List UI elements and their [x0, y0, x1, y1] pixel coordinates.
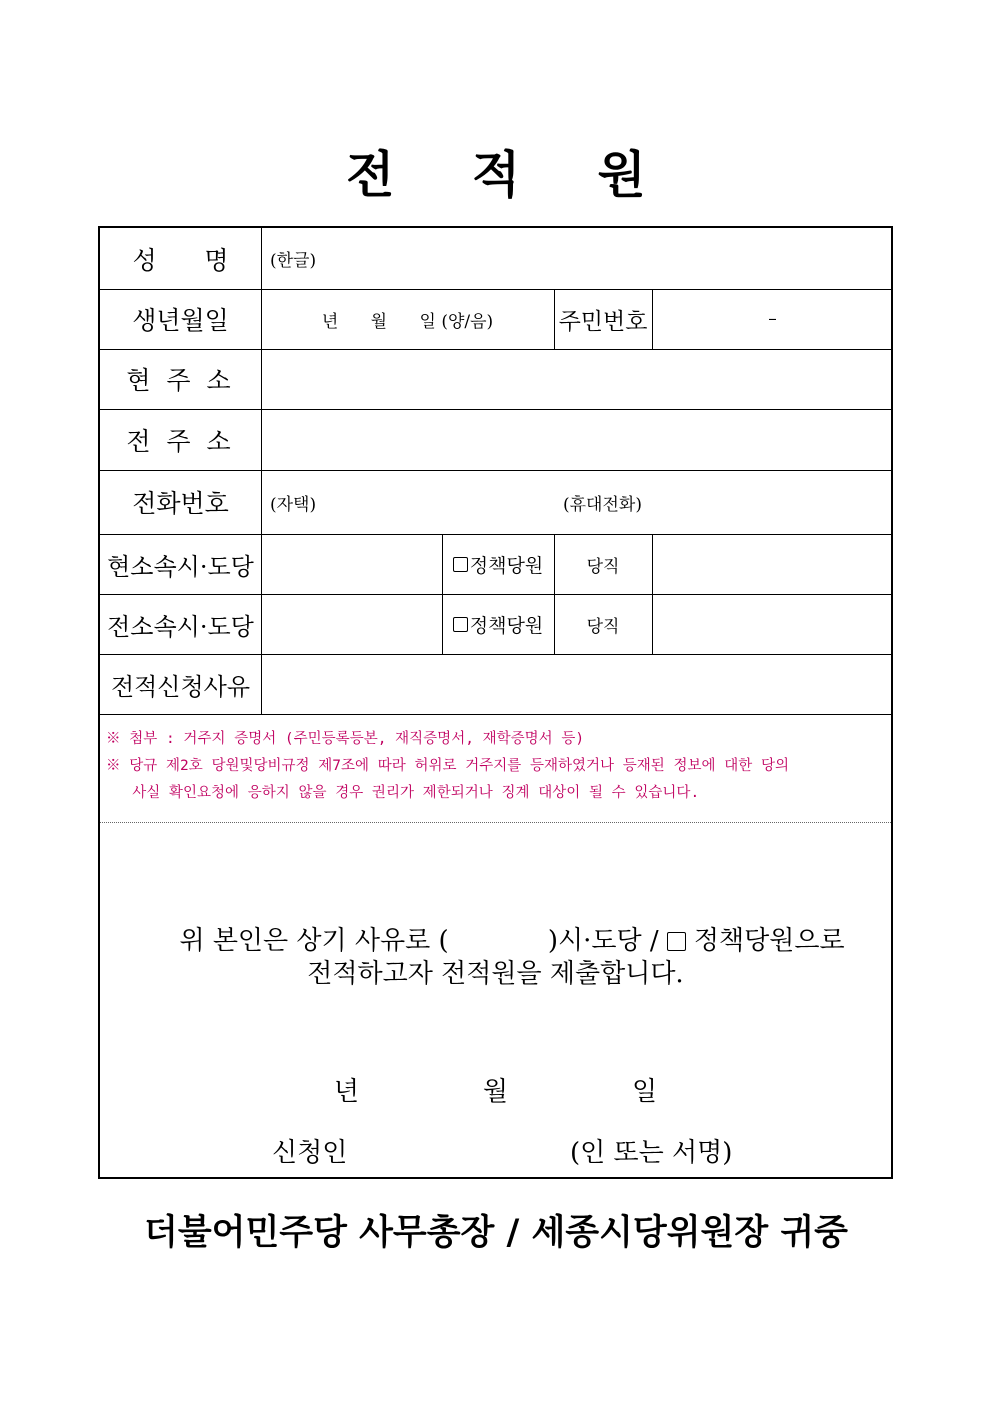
resident-number-field[interactable]: –: [768, 309, 777, 329]
policy-member-label: 정책당원: [469, 614, 544, 637]
statement-line-2: 전적하고자 전적원을 제출합니다.: [307, 959, 684, 989]
previous-party-role-label: 당직: [586, 616, 620, 637]
checkbox-icon: [453, 557, 468, 572]
date-line: 년 월 일: [333, 1077, 658, 1107]
birthdate-label: 생년월일: [132, 306, 229, 335]
checkbox-icon: [453, 617, 468, 632]
statement-text-a: 위 본인은 상기 사유로 ( )시·도당 /: [179, 926, 667, 956]
phone-label: 전화번호: [132, 489, 229, 518]
transfer-reason-field[interactable]: [262, 655, 892, 714]
applicant-label: 신청인: [272, 1138, 348, 1168]
current-address-field[interactable]: [262, 350, 892, 409]
current-affiliation-field[interactable]: [262, 535, 442, 594]
policy-member-label: 정책당원: [469, 554, 544, 577]
mobile-phone-field[interactable]: (휴대전화): [563, 494, 642, 515]
current-party-role-field[interactable]: [653, 535, 893, 594]
name-label: 성 명: [132, 245, 229, 275]
previous-affiliation-label: 전소속시·도당: [107, 612, 254, 641]
note-regulation-cont: 사실 확인요청에 응하지 않을 경우 권리가 제한되거나 징계 대상이 될 수 있습니다.: [106, 785, 700, 801]
previous-policy-member-checkbox[interactable]: [442, 594, 554, 654]
transfer-reason-label: 전적신청사유: [110, 672, 251, 701]
current-address-label: 현 주 소: [126, 366, 235, 395]
home-phone-field[interactable]: (자택): [270, 494, 317, 515]
current-affiliation-label: 현소속시·도당: [107, 552, 254, 581]
note-regulation: ※ 당규 제2호 당원및당비규정 제7조에 따라 허위로 거주지를 등재하였거나 등재된 정보에 대한 당의: [106, 758, 789, 774]
statement-text-b: 정책당원으로: [693, 926, 845, 956]
note-attachment: ※ 첨부 : 거주지 증명서 (주민등록등본, 재직증명서, 재학증명서 등): [106, 731, 585, 747]
birthdate-field[interactable]: 년 월 일 (양/음): [321, 311, 494, 332]
name-field[interactable]: (한글): [270, 251, 317, 271]
resident-number-label: 주민번호: [558, 308, 648, 335]
signature-hint: (인 또는 서명): [570, 1138, 733, 1168]
recipient-footer: 더불어민주당 사무총장 / 세종시당위원장 귀중: [144, 1213, 848, 1253]
application-form: [98, 226, 893, 1179]
previous-party-role-field[interactable]: [653, 595, 893, 654]
document-title: 전 적 원: [346, 146, 676, 204]
previous-address-label: 전 주 소: [126, 426, 235, 456]
dotted-divider: [100, 822, 891, 823]
policy-member-checkbox-icon[interactable]: [667, 932, 686, 951]
current-policy-member-checkbox[interactable]: [442, 534, 554, 594]
previous-affiliation-field[interactable]: [262, 595, 442, 654]
current-party-role-label: 당직: [586, 556, 620, 577]
previous-address-field[interactable]: [262, 410, 892, 470]
notes-section: [100, 726, 891, 816]
